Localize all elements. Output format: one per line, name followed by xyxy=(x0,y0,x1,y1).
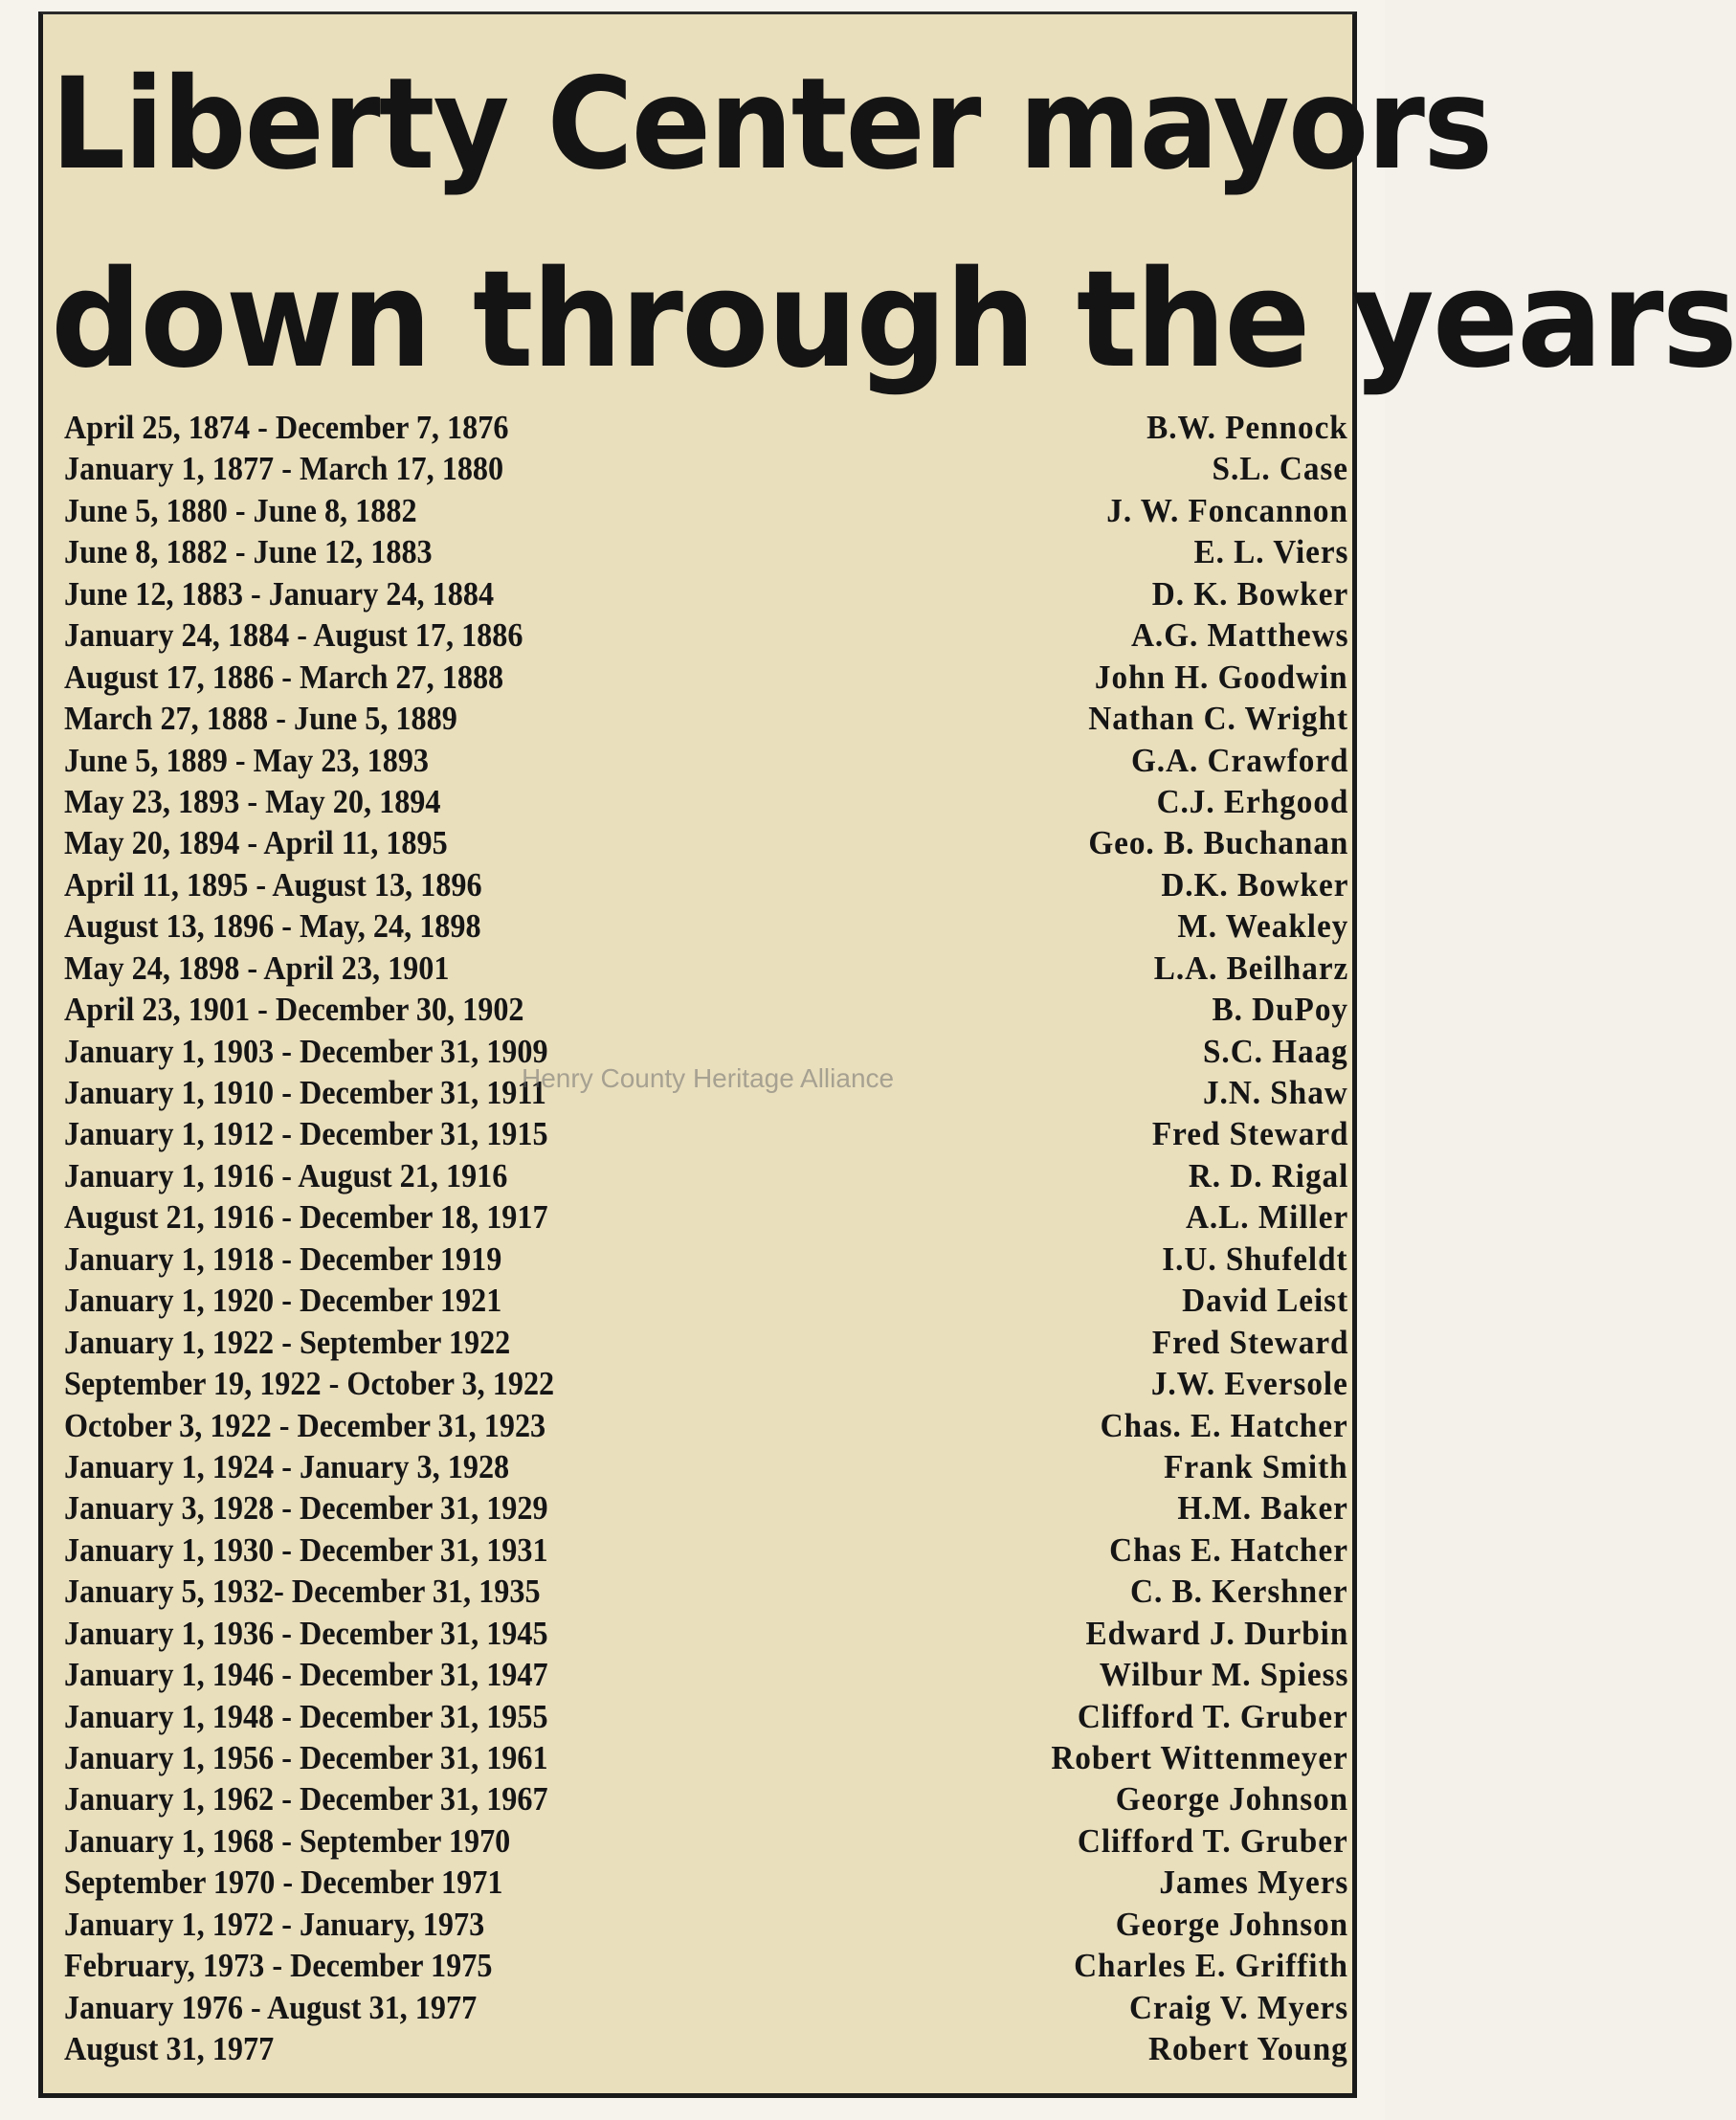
mayor-name: G.A. Crawford xyxy=(1130,741,1348,779)
term-dates: August 13, 1896 - May, 24, 1898 xyxy=(64,907,481,946)
term-dates: January 1976 - August 31, 1977 xyxy=(64,1988,478,2026)
mayor-name: C.J. Erhgood xyxy=(1156,782,1348,820)
mayor-row xyxy=(43,614,1352,656)
mayor-name: A.G. Matthews xyxy=(1130,616,1348,655)
mayor-row xyxy=(43,1280,1352,1321)
term-dates: June 12, 1883 - January 24, 1884 xyxy=(64,574,495,613)
term-dates: January 1, 1948 - December 31, 1955 xyxy=(64,1697,548,1735)
mayor-row xyxy=(43,1322,1352,1363)
mayor-row xyxy=(43,740,1352,781)
mayor-name: Clifford T. Gruber xyxy=(1078,1697,1348,1735)
term-dates: January 3, 1928 - December 31, 1929 xyxy=(64,1489,548,1528)
term-dates: June 5, 1889 - May 23, 1893 xyxy=(64,741,430,779)
mayor-name: D.K. Bowker xyxy=(1160,865,1348,904)
mayor-row xyxy=(43,1778,1352,1819)
mayor-name: B.W. Pennock xyxy=(1146,409,1348,446)
mayor-list xyxy=(43,407,1352,2070)
mayor-name: George Johnson xyxy=(1115,1905,1348,1943)
mayor-row xyxy=(43,1571,1352,1612)
term-dates: September 19, 1922 - October 3, 1922 xyxy=(64,1365,555,1403)
term-dates: September 1970 - December 1971 xyxy=(64,1863,503,1902)
term-dates: May 20, 1894 - April 11, 1895 xyxy=(64,824,448,862)
mayor-row xyxy=(43,1405,1352,1446)
term-dates: January 1, 1916 - August 21, 1916 xyxy=(64,1156,508,1194)
mayor-name: John H. Goodwin xyxy=(1095,658,1348,696)
term-dates: June 8, 1882 - June 12, 1883 xyxy=(64,533,433,571)
term-dates: February, 1973 - December 1975 xyxy=(64,1947,493,1985)
mayor-row xyxy=(43,1696,1352,1737)
newspaper-clipping xyxy=(38,11,1736,2098)
mayor-name: R. D. Rigal xyxy=(1188,1156,1348,1194)
mayor-row xyxy=(43,1613,1352,1654)
term-dates: January 1, 1903 - December 31, 1909 xyxy=(64,1032,548,1070)
mayor-row xyxy=(43,1113,1352,1154)
mayor-row xyxy=(43,1363,1352,1404)
term-dates: January 1, 1912 - December 31, 1915 xyxy=(64,1115,548,1153)
term-dates: October 3, 1922 - December 31, 1923 xyxy=(64,1406,546,1444)
mayor-name: I.U. Shufeldt xyxy=(1162,1239,1348,1278)
mayor-row xyxy=(43,1654,1352,1695)
term-dates: August 21, 1916 - December 18, 1917 xyxy=(64,1198,548,1237)
mayor-name: B. DuPoy xyxy=(1212,991,1348,1029)
mayor-row xyxy=(43,2028,1352,2069)
term-dates: August 17, 1886 - March 27, 1888 xyxy=(64,658,504,696)
mayor-name: S.C. Haag xyxy=(1203,1032,1348,1070)
term-dates: January 1, 1956 - December 31, 1961 xyxy=(64,1739,548,1776)
mayor-name: Fred Steward xyxy=(1151,1115,1348,1153)
mayor-row xyxy=(43,1155,1352,1196)
term-dates: January 5, 1932- December 31, 1935 xyxy=(64,1573,541,1611)
term-dates: January 1, 1972 - January, 1973 xyxy=(64,1905,485,1943)
mayor-row xyxy=(43,1862,1352,1903)
term-dates: January 1, 1946 - December 31, 1947 xyxy=(64,1656,548,1694)
term-dates: April 25, 1874 - December 7, 1876 xyxy=(64,409,509,446)
mayor-row xyxy=(43,864,1352,905)
mayor-row xyxy=(43,948,1352,989)
term-dates: April 23, 1901 - December 30, 1902 xyxy=(64,991,524,1029)
mayor-name: Robert Young xyxy=(1148,2030,1348,2068)
term-dates: January 1, 1910 - December 31, 1911 xyxy=(64,1074,546,1111)
mayor-row xyxy=(43,989,1352,1030)
mayor-name: David Leist xyxy=(1182,1282,1348,1320)
term-dates: March 27, 1888 - June 5, 1889 xyxy=(64,700,457,738)
watermark: Henry County Heritage Alliance xyxy=(522,1063,895,1093)
mayor-name: C. B. Kershner xyxy=(1130,1573,1348,1611)
mayor-row xyxy=(43,822,1352,863)
mayor-row xyxy=(43,1737,1352,1778)
mayor-row xyxy=(43,657,1352,698)
term-dates: April 11, 1895 - August 13, 1896 xyxy=(64,865,482,904)
headline-line-2: down through the years xyxy=(51,242,1736,398)
mayor-name: J.W. Eversole xyxy=(1150,1365,1348,1403)
mayor-row xyxy=(43,698,1352,739)
term-dates: May 24, 1898 - April 23, 1901 xyxy=(64,948,450,987)
term-dates: May 23, 1893 - May 20, 1894 xyxy=(64,782,441,820)
term-dates: January 1, 1922 - September 1922 xyxy=(64,1323,511,1361)
mayor-name: M. Weakley xyxy=(1177,907,1348,946)
mayor-name: Robert Wittenmeyer xyxy=(1051,1739,1348,1776)
mayor-name: Chas. E. Hatcher xyxy=(1100,1406,1348,1444)
headline-line-1: Liberty Center mayors xyxy=(51,51,1492,198)
mayor-row xyxy=(43,905,1352,947)
mayor-row xyxy=(43,781,1352,822)
mayor-row xyxy=(43,490,1352,531)
mayor-name: Wilbur M. Spiess xyxy=(1099,1656,1348,1694)
mayor-name: Fred Steward xyxy=(1151,1323,1348,1361)
term-dates: August 31, 1977 xyxy=(64,2030,275,2068)
mayor-row xyxy=(43,1987,1352,2028)
mayor-name: Edward J. Durbin xyxy=(1085,1614,1348,1652)
mayor-row xyxy=(43,573,1352,614)
term-dates: January 1, 1936 - December 31, 1945 xyxy=(64,1614,548,1652)
term-dates: January 1, 1918 - December 1919 xyxy=(64,1239,502,1278)
mayor-name: D. K. Bowker xyxy=(1151,574,1348,613)
mayor-name: Geo. B. Buchanan xyxy=(1087,824,1348,862)
mayor-row xyxy=(43,1945,1352,1986)
mayor-name: J. W. Foncannon xyxy=(1106,491,1348,529)
mayor-row xyxy=(43,1446,1352,1487)
term-dates: January 1, 1877 - March 17, 1880 xyxy=(64,450,504,488)
term-dates: January 1, 1962 - December 31, 1967 xyxy=(64,1780,548,1819)
mayor-name: Nathan C. Wright xyxy=(1088,700,1348,738)
mayor-row xyxy=(43,1196,1352,1238)
mayor-name: Clifford T. Gruber xyxy=(1078,1821,1348,1860)
mayor-row xyxy=(43,407,1352,448)
mayor-name: Frank Smith xyxy=(1164,1447,1348,1485)
mayor-row xyxy=(43,1529,1352,1571)
mayor-name: Chas E. Hatcher xyxy=(1109,1530,1348,1569)
mayor-row xyxy=(43,1904,1352,1945)
mayor-row xyxy=(43,1487,1352,1529)
mayor-name: L.A. Beilharz xyxy=(1153,948,1348,987)
mayor-name: James Myers xyxy=(1159,1863,1348,1902)
term-dates: January 1, 1924 - January 3, 1928 xyxy=(64,1447,510,1485)
mayor-name: J.N. Shaw xyxy=(1203,1074,1348,1111)
mayor-name: Charles E. Griffith xyxy=(1074,1947,1348,1985)
mayor-name: H.M. Baker xyxy=(1177,1489,1348,1528)
term-dates: January 24, 1884 - August 17, 1886 xyxy=(64,616,523,655)
term-dates: January 1, 1930 - December 31, 1931 xyxy=(64,1530,548,1569)
term-dates: January 1, 1920 - December 1921 xyxy=(64,1282,502,1320)
mayor-row xyxy=(43,1820,1352,1862)
mayor-row xyxy=(43,1239,1352,1280)
term-dates: January 1, 1968 - September 1970 xyxy=(64,1821,511,1860)
mayor-name: Craig V. Myers xyxy=(1128,1988,1348,2026)
mayor-name: S.L. Case xyxy=(1212,450,1348,488)
mayor-row xyxy=(43,531,1352,572)
mayor-name: A.L. Miller xyxy=(1185,1198,1348,1237)
mayor-row xyxy=(43,448,1352,489)
mayor-name: George Johnson xyxy=(1115,1780,1348,1819)
term-dates: June 5, 1880 - June 8, 1882 xyxy=(64,491,417,529)
mayor-name: E. L. Viers xyxy=(1193,533,1348,571)
